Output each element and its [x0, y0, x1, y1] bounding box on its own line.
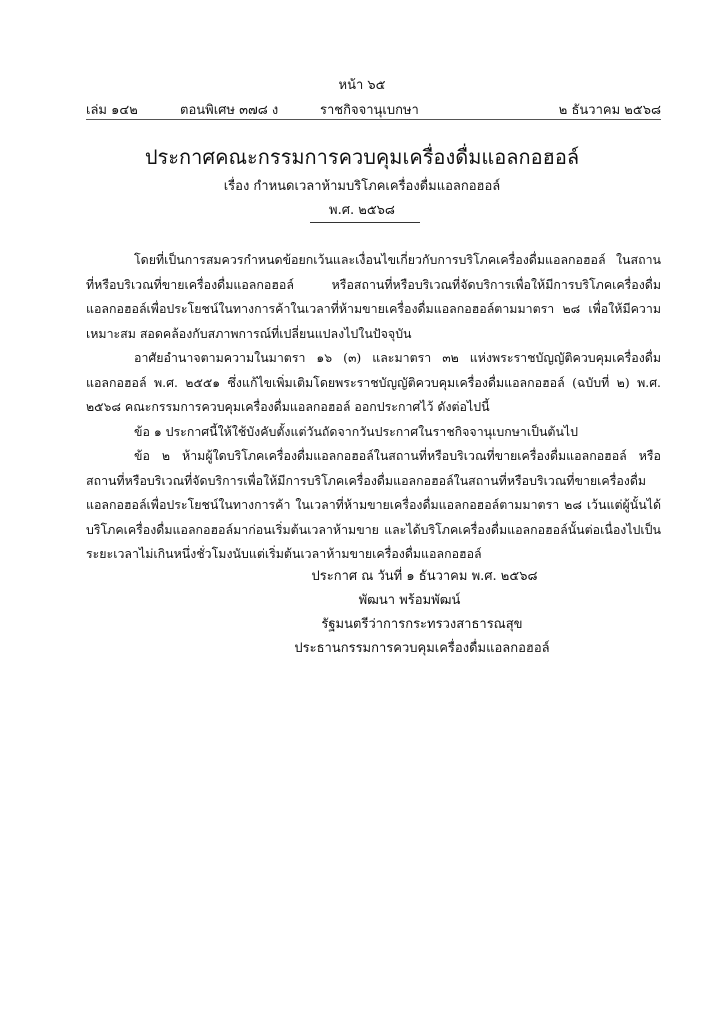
page-number: หน้า ๖๕ — [338, 78, 386, 93]
gazette-date: ๒ ธันวาคม ๒๕๖๘ — [558, 103, 661, 118]
gazette-section: ตอนพิเศษ ๓๗๘ ง — [180, 103, 279, 118]
title-divider — [310, 222, 420, 223]
signatory-name: พัฒนา พร้อมพัฒน์ — [358, 593, 461, 608]
announcement-date-line: ประกาศ ณ วันที่ ๑ ธันวาคม พ.ศ. ๒๕๖๘ — [311, 569, 538, 584]
announcement-year: พ.ศ. ๒๕๖๘ — [329, 203, 395, 218]
preamble-paragraph: โดยที่เป็นการสมควรกำหนดข้อยกเว้นและเงื่อนไขเกี่ยวกับการบริโภคเครื่องดื่มแอลกอฮอล์ ในสถานที่หรือบริเวณที่ขายเครื่องดื่มแอลกอฮอล์ หรือสถานที่หรือบริเวณที่จัดบริการเพื่อให้มีการบริโภคเครื่องดื่มแอลกอฮอล์เพื่อประโยชน์ในทางการค้าในเวลาที่ห้ามขายเครื่องดื่มแอลกอฮอล์ตามมาตรา ๒๘ เพื่อให้มีความเหมาะสม สอดคล้องกับสภาพการณ์ที่เปลี่ยนแปลงไปในปัจจุบัน — [86, 252, 661, 341]
announcement-title: ประกาศคณะกรรมการควบคุมเครื่องดื่มแอลกอฮอล์ — [144, 145, 580, 169]
signatory-position: รัฐมนตรีว่าการกระทรวงสาธารณสุข — [321, 617, 523, 632]
gazette-header — [86, 99, 661, 120]
clause-1-paragraph: ข้อ ๑ ประกาศนี้ให้ใช้บังคับตั้งแต่วันถัดจากวันประกาศในราชกิจจานุเบกษาเป็นต้นไป — [134, 424, 579, 440]
clause-2-paragraph: ข้อ ๒ ห้ามผู้ใดบริโภคเครื่องดื่มแอลกอฮอล์ในสถานที่หรือบริเวณที่ขายเครื่องดื่มแอลกอฮอล์ หรือสถานที่หรือบริเวณที่จัดบริการเพื่อให้มีการบริโภคเครื่องดื่มแอลกอฮอล์ในสถานที่หรือบริเวณที่ขายเครื่องดื่มแอลกอฮอล์เพื่อประโยชน์ในทางการค้า ในเวลาที่ห้ามขายเครื่องดื่มแอลกอฮอล์ตามมาตรา ๒๘ เว้นแต่ผู้นั้นได้บริโภคเครื่องดื่มแอลกอฮอล์มาก่อนเริ่มต้นเวลาห้ามขาย และได้บริโภคเครื่องดื่มแอลกอฮอล์นั้นต่อเนื่องไปเป็นระยะเวลาไม่เกินหนึ่งชั่วโมงนับแต่เริ่มต้นเวลาห้ามขายเครื่องดื่มแอลกอฮอล์ — [86, 448, 661, 562]
signatory-role: ประธานกรรมการควบคุมเครื่องดื่มแอลกอฮอล์ — [294, 641, 550, 656]
gazette-name: ราชกิจจานุเบกษา — [320, 103, 419, 118]
announcement-subject: เรื่อง กำหนดเวลาห้ามบริโภคเครื่องดื่มแอลกอฮอล์ — [223, 179, 501, 194]
gazette-volume: เล่ม ๑๔๒ — [86, 103, 138, 118]
authority-paragraph: อาศัยอำนาจตามความในมาตรา ๑๖ (๓) และมาตรา ๓๒ แห่งพระราชบัญญัติควบคุมเครื่องดื่มแอลกอฮอล์ พ.ศ. ๒๕๕๑ ซึ่งแก้ไขเพิ่มเติมโดยพระราชบัญญัติควบคุมเครื่องดื่มแอลกอฮอล์ (ฉบับที่ ๒) พ.ศ. ๒๕๖๘ คณะกรรมการควบคุมเครื่องดื่มแอลกอฮอล์ ออกประกาศไว้ ดังต่อไปนี้ — [86, 350, 661, 415]
